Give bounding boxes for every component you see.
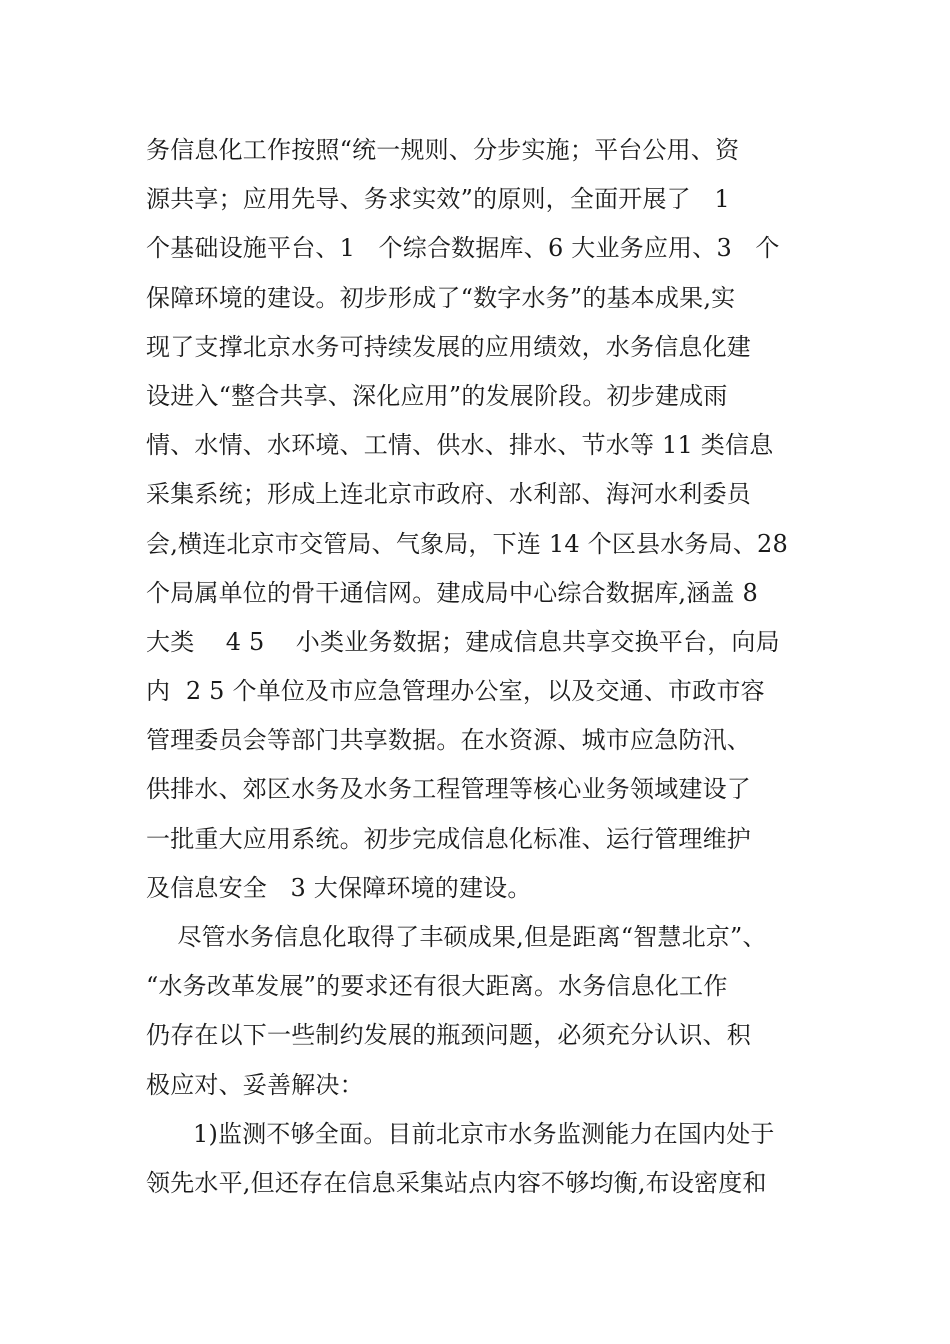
text-line: 源共享；应用先导、务求实效”的原则，全面开展了 1 xyxy=(146,185,730,214)
text-line: 内 2 5 个单位及市应急管理办公室，以及交通、市政市容 xyxy=(146,677,765,706)
text-line: 个基础设施平台、1 个综合数据库、6 大业务应用、3 个 xyxy=(146,234,780,263)
text-line: 现了支撑北京水务可持续发展的应用绩效，水务信息化建 xyxy=(146,332,751,361)
text-line: 情、水情、水环境、工情、供水、排水、节水等 11 类信息 xyxy=(146,431,774,460)
text-line: 采集系统；形成上连北京市政府、水利部、海河水利委员 xyxy=(146,480,751,509)
text-line: 领先水平,但还存在信息采集站点内容不够均衡,布设密度和 xyxy=(146,1168,767,1197)
paragraph-start-line: 尽管水务信息化取得了丰硕成果,但是距离“智慧北京”、 xyxy=(146,923,767,951)
text-line: 大类 4 5 小类业务数据；建成信息共享交换平台，向局 xyxy=(146,627,780,656)
text-line: 供排水、郊区水务及水务工程管理等核心业务领域建设了 xyxy=(146,775,751,804)
text-line: 仍存在以下一些制约发展的瓶颈问题，必须充分认识、积 xyxy=(146,1021,751,1050)
body-text xyxy=(146,126,826,1208)
list-item-start-line: 1)监测不够全面。目前北京市水务监测能力在国内处于 xyxy=(146,1119,775,1148)
text-line: 及信息安全 3 大保障环境的建设。 xyxy=(146,873,532,902)
text-line: 务信息化工作按照“统一规则、分步实施；平台公用、资 xyxy=(146,136,740,164)
text-line: 会,横连北京市交管局、气象局，下连 14 个区县水务局、28 xyxy=(146,529,788,558)
text-line: 一批重大应用系统。初步完成信息化标准、运行管理维护 xyxy=(146,824,751,853)
text-line: “水务改革发展”的要求还有很大距离。水务信息化工作 xyxy=(146,972,728,1001)
text-line: 保障环境的建设。初步形成了“数字水务”的基本成果,实 xyxy=(146,283,736,312)
text-line: 极应对、妥善解决： xyxy=(146,1070,364,1099)
text-line: 个局属单位的骨干通信网。建成局中心综合数据库,涵盖 8 xyxy=(146,578,758,607)
text-line: 设进入“整合共享、深化应用”的发展阶段。初步建成雨 xyxy=(146,381,728,410)
text-line: 管理委员会等部门共享数据。在水资源、城市应急防汛、 xyxy=(146,726,751,755)
